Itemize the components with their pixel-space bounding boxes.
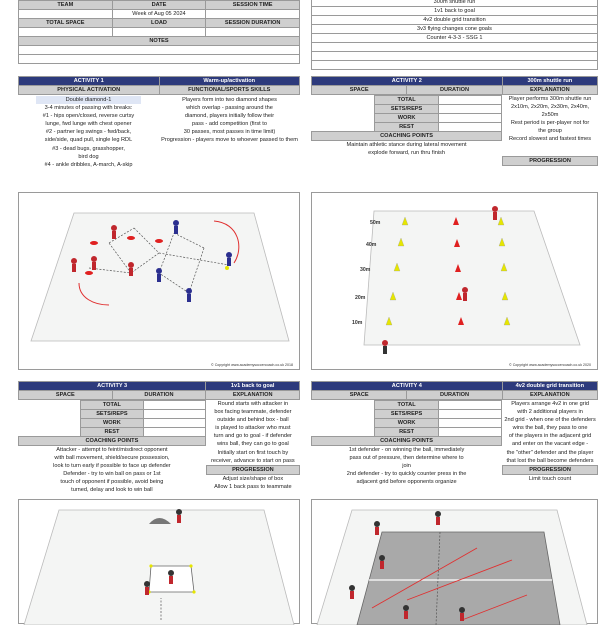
text-line: bird dog: [78, 153, 99, 160]
work-value[interactable]: [438, 419, 501, 428]
notes-label: NOTES: [19, 37, 300, 46]
text-line: that lost the ball become defenders: [506, 457, 594, 464]
distance-label: 40m: [366, 242, 377, 248]
double-grid-field: [312, 500, 599, 625]
sets-reps-value[interactable]: [438, 410, 501, 419]
total-value[interactable]: [438, 96, 501, 105]
progression-label: PROGRESSION: [503, 465, 598, 474]
sets-reps-label: SETS/REPS: [375, 105, 438, 114]
double-diamond-field: [19, 193, 301, 371]
session-list-empty: [312, 61, 598, 70]
coaching-points-label: COACHING POINTS: [312, 132, 502, 141]
text-line: #2 - partner leg swings - fwd/back,: [45, 129, 132, 136]
duration-label: DURATION: [407, 391, 502, 400]
sets-reps-label: SETS/REPS: [81, 410, 143, 419]
session-list-item: 3v3 flying changes cone goals: [312, 25, 598, 34]
team-label: TEAM: [19, 1, 113, 10]
work-label: WORK: [81, 419, 143, 428]
activity-4-name: 4v2 double grid transition: [502, 382, 597, 391]
team-value[interactable]: [19, 10, 113, 19]
space-label: SPACE: [312, 86, 407, 95]
text-line: #4 - ankle dribbles, A-march, A-skip: [44, 161, 133, 168]
total-value[interactable]: [438, 401, 501, 410]
distance-label: 30m: [360, 267, 371, 273]
ball: [225, 266, 229, 270]
text-line: Player performs 300m shuttle run: [508, 96, 592, 102]
text-line: turned, delay and look to win ball: [71, 487, 153, 494]
activity-3-diagram: [18, 499, 300, 624]
work-value[interactable]: [143, 419, 205, 428]
text-line: 30 passes, most passes in time limit): [183, 129, 276, 136]
text-line: the group: [538, 128, 562, 135]
date-label: DATE: [112, 1, 206, 10]
sets-reps-value[interactable]: [143, 410, 205, 419]
text-line: 2nd grid - when one of the defenders: [504, 417, 596, 424]
text-line: #1 - hips open/closed, reverse curtsy: [42, 113, 135, 120]
text-line: explode forward, run thru finish: [368, 150, 445, 157]
text-line: Limit touch count: [528, 475, 572, 482]
notes-value-2[interactable]: [19, 55, 300, 64]
text-line: receiver, advance to start on pass: [211, 457, 295, 464]
work-label: WORK: [375, 114, 438, 123]
load-label: LOAD: [112, 19, 206, 28]
text-line: Progression - players move to whoever passed to them: [161, 137, 298, 144]
explanation-label: EXPLANATION: [206, 391, 300, 400]
functional-skills-text: [159, 95, 300, 193]
text-line: Attacker - attempt to feint/misdirect opponent: [56, 447, 168, 453]
date-value[interactable]: Week of Aug 05 2024: [112, 10, 206, 19]
activity-2-diagram: [311, 192, 598, 370]
progression-label: PROGRESSION: [503, 156, 598, 165]
work-label: WORK: [375, 419, 438, 428]
space-label: SPACE: [312, 391, 407, 400]
session-time-label: SESSION TIME: [206, 1, 300, 10]
text-line: pass out of pressure, then determine where to: [349, 455, 464, 462]
text-line: Allow 1 back pass to teammate: [214, 483, 292, 490]
coaching-points-label: COACHING POINTS: [19, 437, 206, 446]
activity-1-name: Warm-up/activation: [159, 77, 300, 86]
session-list-item: 300m shuttle run: [312, 0, 598, 7]
text-line: Rest period is per-player not for: [510, 120, 590, 127]
session-list-item: 4v2 double grid transition: [312, 16, 598, 25]
text-line: 2x10m, 2x20m, 2x30m, 2x40m, 2x50m: [511, 104, 590, 119]
text-line: is played to attacker who must: [215, 425, 291, 432]
text-line: adjacent grid before opponents organize: [356, 479, 457, 486]
text-line: pass - add competition (first to: [192, 121, 267, 128]
session-duration-value[interactable]: [206, 28, 300, 37]
back-to-goal-field: [19, 500, 301, 625]
sets-reps-value[interactable]: [438, 105, 501, 114]
total-space-label: TOTAL SPACE: [19, 19, 113, 28]
total-label: TOTAL: [375, 401, 438, 410]
text-line: join: [402, 463, 411, 470]
progression-label: PROGRESSION: [206, 465, 299, 474]
text-line: Defender - try to win ball on pass or 1st: [63, 471, 161, 478]
total-label: TOTAL: [375, 96, 438, 105]
text-line: Maintain athletic stance during lateral movement: [346, 142, 467, 148]
rest-value[interactable]: [438, 123, 501, 132]
pitch-area: [364, 211, 580, 345]
total-space-value[interactable]: [19, 28, 113, 37]
activity-1-block: [18, 76, 300, 193]
session-activity-list: [311, 0, 598, 70]
text-line: touch of opponent if possible, avoid being: [60, 479, 164, 486]
total-value[interactable]: [143, 401, 205, 410]
rest-value[interactable]: [143, 428, 205, 437]
text-line: 1st defender - on winning the ball, immediately: [348, 447, 465, 453]
text-line: Record slowest and fastest times: [509, 136, 592, 143]
space-label: SPACE: [19, 391, 113, 400]
notes-value[interactable]: [19, 46, 300, 55]
rest-value[interactable]: [438, 428, 501, 437]
distance-label: 10m: [352, 320, 363, 326]
activity-3-block: [18, 381, 300, 495]
copyright-text: © Copyright www.academysoccercoach.co.uk 2020: [509, 363, 591, 367]
text-line: Adjust size/shape of box: [222, 475, 284, 482]
text-line: turn and go to goal - if defender: [213, 433, 292, 440]
work-value[interactable]: [438, 114, 501, 123]
text-line: 2nd defender - try to quickly counter press in the: [346, 471, 467, 478]
text-line: and enter on the vacant edge -: [511, 441, 589, 448]
text-line: wins ball, they can go to goal: [216, 441, 289, 448]
text-line: 3-4 minutes of passing with breaks:: [44, 105, 133, 112]
activity-3-title: ACTIVITY 3: [19, 382, 206, 391]
functional-skills-header: FUNCTIONAL/SPORTS SKILLS: [159, 86, 300, 95]
duration-label: DURATION: [112, 391, 206, 400]
text-line: #3 - dead bugs, grasshopper,: [52, 145, 125, 152]
activity-2-title: ACTIVITY 2: [312, 77, 503, 86]
text-line: of the players in the adjacent grid: [508, 433, 592, 440]
text-line: lunge, fwd lunge with chest opener: [45, 121, 132, 128]
grid-area: [357, 532, 560, 625]
explanation-label: EXPLANATION: [502, 391, 597, 400]
load-value[interactable]: [112, 28, 206, 37]
activity-3-name: 1v1 back to goal: [206, 382, 300, 391]
text-line: side/side, quad pull, single leg RDL: [44, 137, 133, 144]
selected-drill[interactable]: Double diamond-1: [36, 96, 141, 104]
text-line: with ball movement, shield/secure possession,: [54, 455, 170, 462]
distance-label: 50m: [370, 220, 381, 226]
activity-4-title: ACTIVITY 4: [312, 382, 503, 391]
distance-label: 20m: [355, 295, 366, 301]
text-line: Round starts with attacker in: [217, 401, 289, 407]
text-line: box facing teammate, defender: [214, 409, 292, 416]
session-list-item: Counter 4-3-3 - SSG 1: [312, 34, 598, 43]
text-line: with 2 additional players in: [517, 409, 583, 416]
coaching-points-label: COACHING POINTS: [312, 437, 502, 446]
activity-4-block: [311, 381, 598, 486]
activity-4-diagram: [311, 499, 598, 624]
total-label: TOTAL: [81, 401, 143, 410]
session-duration-label: SESSION DURATION: [206, 19, 300, 28]
session-list-empty: [312, 52, 598, 61]
explanation-label: EXPLANATION: [502, 86, 597, 95]
text-line: Players arrange 4v2 in one grid: [511, 401, 589, 407]
rest-label: REST: [81, 428, 143, 437]
text-line: outside and behind box - ball: [217, 417, 289, 424]
shuttle-run-field: [312, 193, 599, 371]
session-time-value[interactable]: [206, 10, 300, 19]
session-list-item: 1v1 back to goal: [312, 7, 598, 16]
sets-reps-label: SETS/REPS: [375, 410, 438, 419]
activity-2-name: 300m shuttle run: [502, 77, 597, 86]
physical-activation-text: [18, 95, 159, 193]
text-line: Initially start on first touch by: [217, 449, 289, 456]
text-line: which overlap - passing around the: [186, 105, 273, 112]
duration-label: DURATION: [407, 86, 502, 95]
copyright-text: © Copyright www.academysoccercoach.co.uk 2018: [211, 363, 293, 367]
text-line: Players form into two diamond shapes: [182, 97, 277, 103]
text-line: the "other" defender and the player: [506, 449, 594, 456]
activity-1-title: ACTIVITY 1: [19, 77, 160, 86]
session-list-empty: [312, 43, 598, 52]
rest-label: REST: [375, 123, 438, 132]
session-header-table: [18, 0, 300, 64]
activity-1-diagram: [18, 192, 300, 370]
text-line: wins the ball, they pass to one: [512, 425, 588, 432]
activity-2-block: [311, 76, 598, 166]
text-line: look to turn early if possible to face up defender: [53, 463, 171, 470]
text-line: diamond, players initially follow their: [184, 113, 275, 120]
physical-activation-header: PHYSICAL ACTIVATION: [19, 86, 160, 95]
rest-label: REST: [375, 428, 438, 437]
